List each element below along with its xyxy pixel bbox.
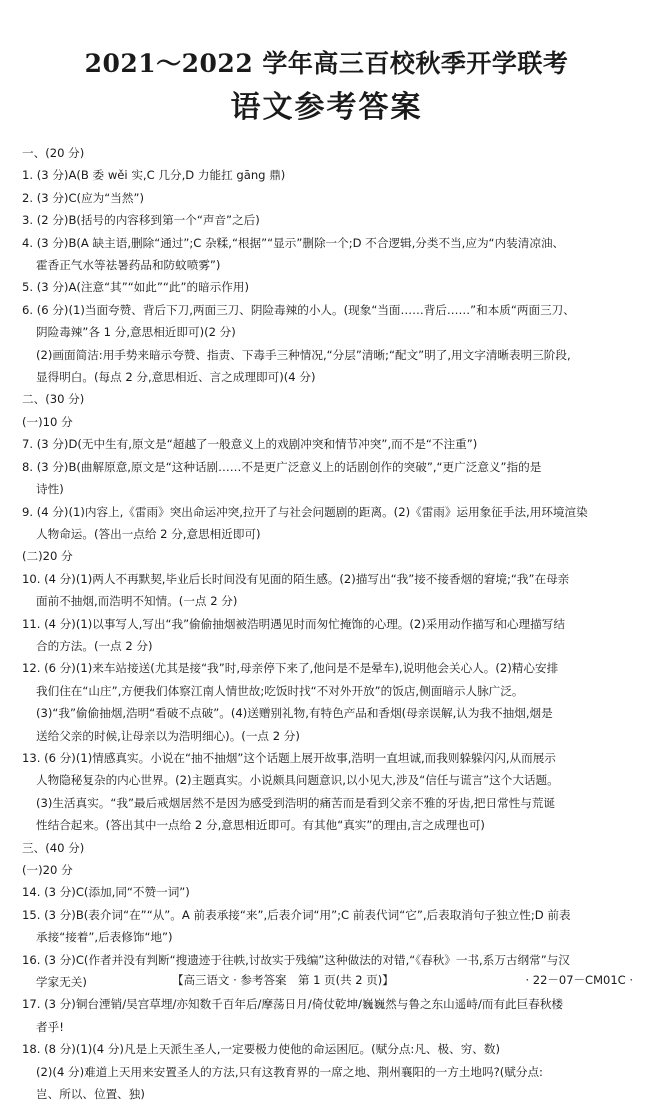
answer-line: 者乎! xyxy=(36,1019,64,1034)
answer-line: (2)(4 分)难道上天用来安置圣人的方法,只有这教育界的一席之地、荆州襄阳的一方土地吗?(赋分点: xyxy=(36,1064,543,1079)
answer-line: 二、(30 分) xyxy=(22,392,85,407)
answer-line: 三、(40 分) xyxy=(22,840,85,855)
answer-line: 13. (6 分)(1)情感真实。小说在“抽不抽烟”这个话题上展开故事,浩明一直坦诚,而我则躲躲闪闪,从而展示 xyxy=(22,750,556,765)
answer-line: (3)“我”偷偷抽烟,浩明“看破不点破”。(4)送赠别礼物,有特色产品和香烟(母亲误解,认为我不抽烟,烟是 xyxy=(36,706,553,721)
answer-line: 承接“接着”,后表修饰“地”) xyxy=(36,930,173,945)
answer-line: 11. (4 分)(1)以事写人,写出“我”偷偷抽烟被浩明遇见时而匆忙掩饰的心理。(2)采用动作描写和心理描写结 xyxy=(22,616,565,631)
answer-line: 显得明白。(每点 2 分,意思相近、言之成理即可)(4 分) xyxy=(36,370,316,385)
answer-line: 16. (3 分)C(作者并没有判断“搜遗迹于往帙,讨故实于残编”这种做法的对错,“《春秋》一书,系万古纲常”与汉 xyxy=(22,952,570,967)
answer-line: 2. (3 分)C(应为“当然”) xyxy=(22,190,144,205)
answer-line: 10. (4 分)(1)两人不再默契,毕业后长时间没有见面的陌生感。(2)描写出“我”接不接香烟的窘境;“我”在母亲 xyxy=(22,571,570,586)
answer-line: (一)10 分 xyxy=(22,414,73,429)
answer-line: 14. (3 分)C(添加,同“不赞一词”) xyxy=(22,885,190,900)
answer-line: 5. (3 分)A(注意“其”“如此”“此”的暗示作用) xyxy=(22,280,249,295)
answer-line: 阴险毒辣”各 1 分,意思相近即可)(2 分) xyxy=(36,325,236,340)
answer-line: 15. (3 分)B(表介词“在”“从”。A 前表承接“来”,后表介词“用”;C 前表代词“它”,后表取消句子独立性;D 前表 xyxy=(22,907,571,922)
exam-title: 2021～2022 学年高三百校秋季开学联考 xyxy=(84,49,569,78)
answer-line: 岂、所以、位置、独) xyxy=(36,1087,145,1102)
document-subtitle: 语文参考答案 xyxy=(230,90,423,125)
footer-code: · 22－07－CM01C · xyxy=(525,973,633,987)
answer-line: (一)20 分 xyxy=(22,863,73,877)
answer-line: 送给父亲的时候,让母亲以为浩明细心)。(一点 2 分) xyxy=(36,728,300,743)
answer-line: 性结合起来。(答出其中一点给 2 分,意思相近即可。有其他“真实”的理由,言之成理也可) xyxy=(36,818,485,833)
answer-line: 17. (3 分)铜台湮销/吴宫草埋/亦知数千百年后/摩荡日月/倚仗乾坤/巍巍然与鲁之东山遥峙/而有此巨春秋楼 xyxy=(22,997,564,1012)
answer-line: 诗性) xyxy=(36,482,64,497)
answer-line: 4. (3 分)B(A 缺主语,删除“通过”;C 杂糅,“根据”“显示”删除一个;D 不合逻辑,分类不当,应为“内装清凉油、 xyxy=(22,235,565,250)
answer-line: 1. (3 分)A(B 委 wěi 实,C 几分,D 力能扛 gāng 鼎) xyxy=(22,168,286,183)
answer-line: 6. (6 分)(1)当面夸赞、背后下刀,两面三刀、阴险毒辣的小人。(现象“当面……背后……”和本质“两面三刀、 xyxy=(22,302,575,317)
answer-line: (3)生活真实。“我”最后戒烟居然不是因为感受到浩明的痛苦而是看到父亲不雅的牙齿,把日常性与荒诞 xyxy=(36,795,556,810)
footer-page-info: 【高三语文 · 参考答案 第 1 页(共 2 页)】 xyxy=(172,973,394,987)
answer-line: 合的方法。(一点 2 分) xyxy=(36,638,153,653)
answer-line: 学家无关) xyxy=(36,975,87,990)
answer-line: 7. (3 分)D(无中生有,原文是“超越了一般意义上的戏剧冲突和情节冲突”,而不是“不注重”) xyxy=(22,437,478,452)
answer-line: 12. (6 分)(1)来车站接送(尤其是接“我”时,母亲停下来了,他问是不是晕车),说明他会关心人。(2)精心安排 xyxy=(22,661,559,676)
answer-line: 8. (3 分)B(曲解原意,原文是“这种话剧……不是更广泛意义上的话剧创作的突破”,“更广泛意义”指的是 xyxy=(22,459,542,474)
answer-line: 18. (8 分)(1)(4 分)凡是上天派生圣人,一定要极力使他的命运困厄。(赋分点:凡、极、穷、数) xyxy=(22,1042,500,1057)
answer-line: 人物命运。(答出一点给 2 分,意思相近即可) xyxy=(36,526,261,541)
answer-line: (二)20 分 xyxy=(22,549,73,564)
answer-line: 面前不抽烟,而浩明不知情。(一点 2 分) xyxy=(36,594,238,609)
answer-line: 3. (2 分)B(括号的内容移到第一个“声音”之后) xyxy=(22,213,260,228)
answer-line: (2)画面简洁:用手势来暗示夸赞、指责、下毒手三种情况,“分层”清晰;“配文”明了,用文字清晰表明三阶段, xyxy=(36,347,571,362)
answer-body xyxy=(22,142,633,1105)
answer-line: 人物隐秘复杂的内心世界。(2)主题真实。小说颇具问题意识,以小见大,涉及“信任与谎言”这个大话题。 xyxy=(36,773,559,788)
answer-line: 9. (4 分)(1)内容上,《雷雨》突出命运冲突,拉开了与社会问题剧的距离。(2)《雷雨》运用象征手法,用环境渲染 xyxy=(22,504,588,519)
answer-line: 霍香正气水等祛暑药品和防蚊喷雾”) xyxy=(36,258,221,273)
answer-line: 我们住在“山庄”,方便我们体察江南人情世故;吃饭时找“不对外开放”的饭店,侧面暗示人脉广泛。 xyxy=(36,683,524,698)
answer-line: 一、(20 分) xyxy=(22,146,85,160)
